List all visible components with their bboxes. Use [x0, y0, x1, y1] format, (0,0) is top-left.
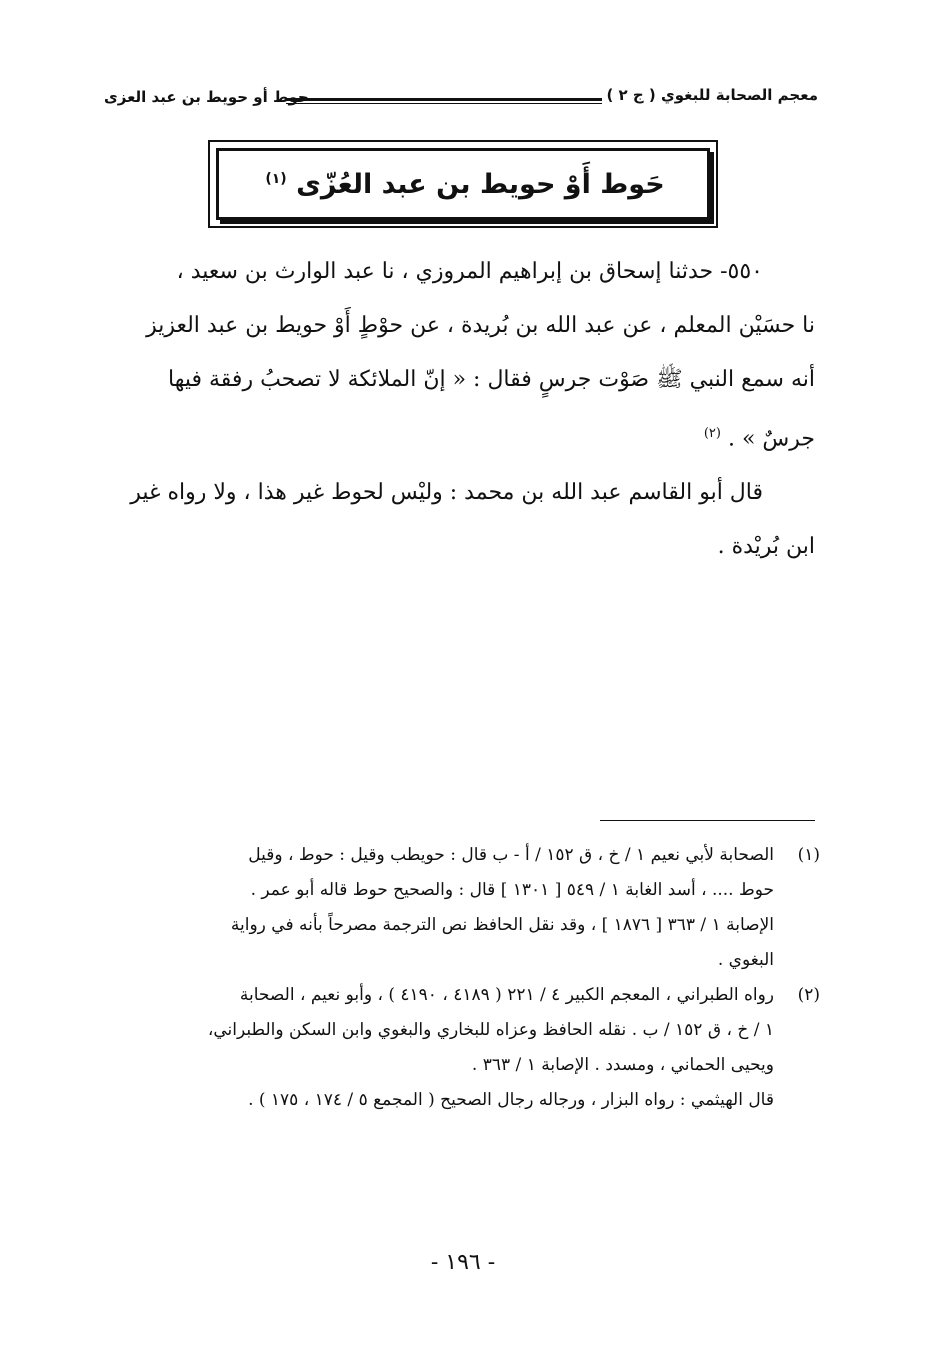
footnote-2-number: (٢): [797, 985, 820, 1005]
body-footnote-ref-2: (٢): [703, 426, 721, 441]
main-text: [100, 245, 815, 574]
footnote-1-line-3: الإصابة ١ / ٣٦٣ [ ١٨٧٦ ] ، وقد نقل الحافظ نص الترجمة مصرحاً بأنه في رواية: [230, 915, 774, 935]
footnote-2-line-3: ويحيى الحماني ، ومسدد . الإصابة ١ / ٣٦٣ .: [471, 1055, 774, 1075]
footnote-1-line-1: الصحابة لأبي نعيم ١ / خ ، ق ١٥٢ / أ - ب قال : حويطب وقيل : حوط ، وقيل: [248, 845, 774, 865]
body-line-3: أنه سمع النبي ﷺ صَوْت جرسٍ فقال : « إنّ الملائكة لا تصحبُ رفقة فيها: [168, 367, 815, 392]
entry-title: [261, 169, 664, 200]
body-line-1: ٥٥٠- حدثنا إسحاق بن إبراهيم المروزي ، نا عبد الوارث بن سعيد ،: [176, 259, 763, 284]
entry-title-text: حَوط أَوْ حويط بن عبد العُزّى: [296, 168, 665, 200]
footnote-1-line-4: البغوي .: [717, 950, 774, 970]
footnote-2: [100, 978, 820, 1118]
body-line-2: نا حسَيْن المعلم ، عن عبد الله بن بُريدة ، عن حوْطٍ أَوْ حويط بن عبد العزيز: [146, 313, 815, 338]
body-para2-line-2: ابن بُريْدة .: [717, 534, 815, 560]
footnote-2-line-1: رواه الطبراني ، المعجم الكبير ٤ / ٢٢١ ( ٤١٨٩ ، ٤١٩٠ ) ، وأبو نعيم ، الصحابة: [239, 985, 774, 1005]
footnote-1-body: [100, 838, 774, 978]
title-frame-inner: [216, 148, 710, 220]
page-number: - ١٩٦ -: [430, 1250, 496, 1275]
footnote-1-line-2: حوط .... ، أسد الغابة ١ / ٥٤٩ [ ١٣٠١ ] قال : والصحيح حوط قاله أبو عمر .: [250, 880, 774, 900]
footnote-1: [100, 838, 820, 978]
footnote-2-line-2: ١ / خ ، ق ١٥٢ / ب . نقله الحافظ وعزاه للبخاري والبغوي وابن السكن والطبراني،: [207, 1020, 774, 1040]
footnote-separator: [600, 820, 815, 821]
body-para2-line-1: قال أبو القاسم عبد الله بن محمد : وليْس لحوط غير هذا ، ولا رواه غير: [130, 480, 763, 506]
running-header-book-title: معجم الصحابة للبغوي ( ج ٢ ): [606, 86, 818, 104]
footnotes: [100, 838, 820, 1118]
footnote-2-line-4: قال الهيثمي : رواه البزار ، ورجاله رجال الصحيح ( المجمع ٥ / ١٧٤ ، ١٧٥ ) .: [248, 1090, 774, 1110]
title-frame: [208, 140, 718, 228]
body-line-4-text: جرسٌ » .: [727, 426, 815, 452]
entry-title-footnote-ref: (١): [265, 170, 287, 187]
footnote-1-number: (١): [797, 845, 820, 865]
header-rule: [286, 98, 602, 104]
body-line-4: [100, 407, 815, 466]
footnote-2-body: [100, 978, 774, 1118]
running-header-entry-title: حوط أو حويط بن عبد العزى: [104, 88, 309, 106]
